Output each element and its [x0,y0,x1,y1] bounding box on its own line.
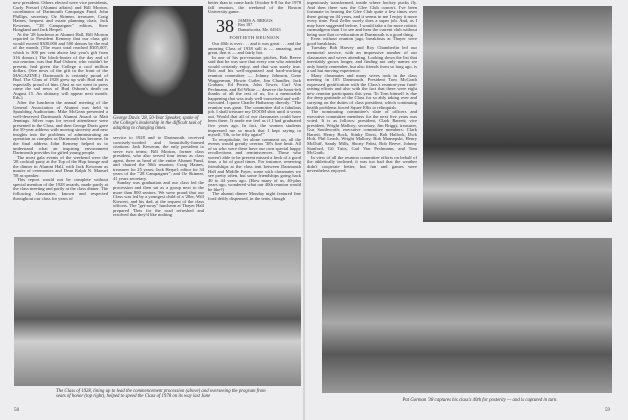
george-davis-portrait [113,6,203,114]
paragraph: Our 40th is over . . . and it was great . . . and the amazing Class of 1938 still is — amazing, and great, that is — and fairly hot. [208,41,301,56]
portrait-caption: George Davis '28, 50-Year Speaker, spoke of the College's leadership in the difficult task of adapting to changing times. [113,116,202,131]
procession-photo [14,237,301,386]
class-number: 38 [216,15,234,36]
left-page [0,0,303,420]
right-page [305,0,628,420]
seated-classmates-photo [423,6,612,222]
paragraph: In view of all the reunion committee efforts on behalf of the athletically inclined, it was too bad that the weather didn't cooperate better, but fun and games were nevertheless enjoyed. [307,154,417,174]
paragraph: service to 1928 and to Dartmouth, received concisely-worded and beautifully-framed citations: Jack Keweran, the only president to serve two terms; Bill Morton, former class president, who also served four terms as class agent, three as head of the entire Alumni Fund, and chaired the 50th reunion; Craig Haines, treasurer for 25 years; Jack Herpel, editor for 34 years of the "'28 Campaigner"; and Oz Skinner, 41 years secretary. [113,135,204,181]
paragraph: The nominating committee's slate of officers and executive committee members for the next five years was voted. It is as follows: president, Clark Barrett; vice president, Wright Mallory; secretary, Jim Briggs; treasurer, Gus Southworth; executive committee members: Clark Barrett, Henry Bock, Stinky Davis, Bob Hallock, Dick Holt, Phil Leach, Wright Mallory, Bob Mansepski, Henry McDuff, Sandy Mills, Shorty Pabst, Bob Reeve, Johnny Stanford, Gil Tuits, Carl Von Pechmann, and Tom McGrath. [307,109,417,156]
secretary-box: Box 187 [238,22,253,28]
paragraph: Even without reunion jugs, breakfasts at Thayer were good breakfasts. [307,36,417,46]
paragraph: Sunday was graduation and our class led the procession and then sat as a group next to the more than 800 seniors. We were proud that our Class was led by a youngest child of a '28er, Will Kiewert, and his dad, at the request of the class officers. The "get-away" luncheon at Thayer Hall prepared 'Dets for the road refreshed and resolved that they'd like nothing [113,180,204,218]
paragraph: This report would not be complete without special mention of the 1928 awards, made partly at the class meeting and partly at the class dinner. The following classmates, known and respected throughout our class for years of [13,177,108,201]
paragraph: To recapitulate, let alone comment on, all the events would greatly overtax '38's line limit. All of us who were there have our own special happy recollections and reminiscences. Those who weren't able to be present missed a heck of a good time, a lot of good times. For instance, renewing friendships at the class tent between Dartmouth Hall and Middle Fayer, some with classmates we see pretty often, but some friendships going back 40 to 44 years ago. (How many of us, 40-plus years ago, wondered what our 40th reunion would be like?) [208,136,301,192]
paragraph: At the '28 luncheon at Alumni Hall, Bill Morton reported to President Kemeny that our class gift would exceed $300,000 and 500 donors by the end of the month. (The exact total reached $305,007, which is 300 per cent above last year's gift from 316 donors.) The block-buster of the day and of our reunion, was that Bud Osborn, who couldn't be present, had given the College a cool million dollars. (See news of the gift in the front of the MAGAZINE.) Dartmouth is certainly proud of Bud. The Class of 1928 grew up with Bud and is especially proud of him. (Just as we went to press came the sad news of Bud Osborn's death on August 15. An obituary will appear next month. Eds.) [13,31,108,101]
left-column-2 [113,136,204,218]
page-number-59: 59 [605,408,610,413]
paragraph: After the luncheon the annual meeting of the General Association of Alumni was held in Spaulding Auditorium. Mike McGean presented a well-deserved Dartmouth Alumni Award to Matt Jennings. Silver cups for record attendance were presented to the Class, and then George Davis gave the 50-year address with moving sincerity and new insights into the problems of administrating an operation as complex as Dartmouth has become. In the final address John Kemeny helped us to understand what an inspiring environment Dartmouth provides for gifted young people. [13,100,108,156]
right-column [307,1,417,174]
left-column-3 [208,1,301,201]
photographer-photo [322,238,612,393]
paragraph: new president. Others elected were vice presidents, Curly Pressel (Alumni affairs) and Bill Morton, coordinator of Dartmouth Campaign Fund, John Phillips, secretary, Oz Skinner, treasurer, Craig Haines, bequest and estate planning chair, Jack Keweran, "'28 Campaigner" editors, Stew Hoagland and Jack Herpel. [13,0,108,33]
paragraph: ingeniously transformed, inside where hockey pucks fly. And then there was the Glee Club concert. I've been fortunate in hearing the Glee Club quite a few times over these going-on 44 years, and it seems to me I enjoy it more every time. Paul Zeller surely does a super job. And, as I may have suggested before, I would take a far more rotistic curmudgeon than I to see and hear the current club without being sure that co-education at Dartmouth is a good thing. [307,0,417,37]
paragraph: In one of his pre-reunion pitches, Bob Reeve said that he was sure that every one who attended would certainly enjoy, and that was surely true. Bob and his well-organized and hard-working reunion committee — Johnny Johnson, Gene Waggerman, Howie Cutler, Jim Chandler, Jack Graham, Ed Perrin, John Tower, Carl Von Pechmann, and Ed White — deserve the heart-felt thanks of all the rest of us, for a memorable happening that was truly well-conceived and well-executed. I quote Charlie Hathaway directly: "The reunion was great. The committee did a fabulous job. I shall treasure my DOOM shirt until it wears out. Would that all of our classmates could have been there. It made me feel as if I had graduated five years ago. In fact, the women students impressed me so much that I kept saying to myself, 'Oh, to be fifty again!'" [208,54,301,138]
class-header [216,15,301,36]
paragraph: The most gala events of the weekend were the '28 cocktail party at the Top of the Hop lounge and the dinner in Alumni Hall, with Jack Keweran as master of ceremonies and Dean Ralph N. Manuel '58 as speaker. [13,154,108,178]
paragraph: The alumni dinner Monday night featured fine food deftly dispensed, in the tents, though [208,191,301,201]
paragraph: Tuesday Bob Harvey and Roy Chamberlin led our memorial service, with an impressive number of our classmates and wives attending. Looking down the list that inevitably grows longer, and finding not only names we only barely remember, but also friends from so long ago, is a sad but moving experience. [307,45,417,74]
reunion-title: FORTIETH REUNION [229,34,280,40]
left-bottom-caption: The Class of 1928, lining up to lead the commencement procession (above) and overseeing the program from seats of honor (top right), helped to speed the Class of 1978 on its way last June [56,389,266,399]
left-column-1 [13,1,108,201]
right-bottom-caption: Pat Gorman '38 captures his class's 40th for posterity — and is captured in turn. [402,398,558,403]
paragraph: Many classmates and many wives took in the class meeting in 105 Dartmouth. President Tom McGrath expressed gratification with the Class's reunion-year fund-raising efforts and also with the fact that there were eight new reunion participants this year. To Tom himself is due the deep gratitude of the Class for so ably taking over and carrying on the duties of class president, which continuing health problems forced Squee Ellis to relinquish. [307,72,417,110]
secretary-city: Damariscotta, Me. 04543 [238,26,281,32]
paragraph: better than to come back October 6-8 for the 1978 fall reunion, the weekend of the Boston University game. [208,0,301,15]
page-number-58: 58 [14,408,19,413]
secretary-name: JAMES A. BRIGGS [238,17,273,23]
